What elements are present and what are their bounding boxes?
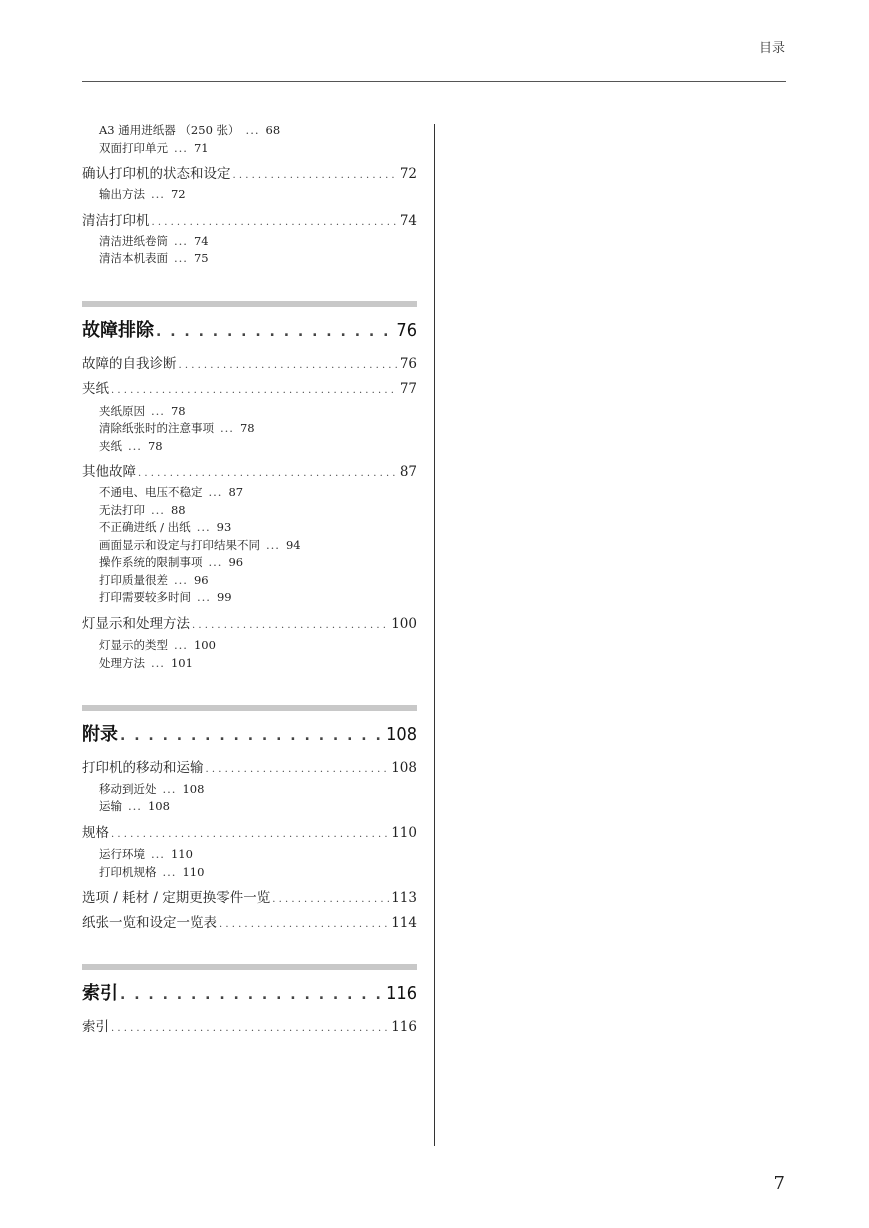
toc-subentry[interactable]: 无法打印 ... 88 xyxy=(99,503,186,517)
toc-entry-page: 113 xyxy=(391,890,417,906)
toc-subentry-page: 78 xyxy=(147,439,163,453)
toc-subentry-label: 不正确进纸 / 出纸 xyxy=(99,520,191,534)
toc-entry[interactable] xyxy=(82,1015,417,1035)
toc-section-heading[interactable] xyxy=(82,316,417,342)
toc-subentry[interactable]: 操作系统的限制事项 ... 96 xyxy=(99,555,244,569)
toc-entry[interactable] xyxy=(82,460,417,480)
toc-subentry-label: 移动到近处 xyxy=(99,782,157,796)
page-header-title: 目录 xyxy=(758,41,785,56)
toc-section-heading[interactable] xyxy=(82,979,417,1005)
toc-subentry-label: 灯显示的类型 xyxy=(99,638,168,652)
toc-subentry-page: 78 xyxy=(239,421,255,435)
toc-subentry-label: 清洁进纸卷筒 xyxy=(99,234,168,248)
toc-subentry[interactable]: 打印需要较多时间 ... 99 xyxy=(99,590,232,604)
toc-entry[interactable] xyxy=(82,821,417,841)
toc-subentry[interactable]: 双面打印单元 ... 71 xyxy=(99,141,209,155)
toc-subentry-page: 100 xyxy=(193,638,216,652)
toc-entry-label: 其他故障 xyxy=(82,464,136,480)
toc-subentry-label: 运输 xyxy=(99,799,122,813)
toc-entry-page: 100 xyxy=(391,616,417,632)
toc-subentry-label: 打印质量很差 xyxy=(99,573,168,587)
toc-subentry-page: 87 xyxy=(228,485,244,499)
toc-entry-page: 74 xyxy=(399,213,417,229)
toc-entry[interactable] xyxy=(82,352,417,372)
toc-subentry-page: 96 xyxy=(193,573,209,587)
toc-section-page: 108 xyxy=(386,724,417,745)
toc-entry[interactable] xyxy=(82,911,417,931)
toc-subentry-label: 输出方法 xyxy=(99,187,145,201)
header-rule xyxy=(82,81,786,82)
toc-entry-label: 灯显示和处理方法 xyxy=(82,616,190,632)
toc-subentry-label: 无法打印 xyxy=(99,503,145,517)
toc-subentry-page: 99 xyxy=(216,590,232,604)
toc-subentry-label: 画面显示和设定与打印结果不同 xyxy=(99,538,260,552)
toc-subentry-page: 108 xyxy=(182,782,205,796)
toc-subentry[interactable]: 清洁进纸卷筒 ... 74 xyxy=(99,234,209,248)
toc-subentry[interactable]: 输出方法 ... 72 xyxy=(99,187,186,201)
toc-subentry[interactable]: 不通电、电压不稳定 ... 87 xyxy=(99,485,244,499)
toc-entry-page: 76 xyxy=(399,356,417,372)
toc-entry-label: 索引 xyxy=(82,1019,109,1035)
toc-entry-page: 72 xyxy=(399,166,417,182)
toc-subentry-label: A3 通用进纸器 （250 张） xyxy=(99,123,240,137)
toc-entry-page: 114 xyxy=(391,915,417,931)
toc-subentry-page: 88 xyxy=(170,503,186,517)
toc-section-label: 故障排除 xyxy=(82,320,154,341)
toc-subentry-page: 108 xyxy=(147,799,170,813)
toc-entry-label: 夹纸 xyxy=(82,381,109,397)
toc-entry-page: 116 xyxy=(391,1019,417,1035)
toc-entry-label: 打印机的移动和运输 xyxy=(82,760,204,776)
toc-subentry-page: 74 xyxy=(193,234,209,248)
toc-subentry[interactable]: 夹纸原因 ... 78 xyxy=(99,404,186,418)
toc-subentry-label: 处理方法 xyxy=(99,656,145,670)
toc-subentry-page: 96 xyxy=(228,555,244,569)
toc-subentry[interactable]: 夹纸 ... 78 xyxy=(99,439,163,453)
toc-subentry-label: 打印机规格 xyxy=(99,865,157,879)
toc-subentry[interactable]: 运行环境 ... 110 xyxy=(99,847,193,861)
toc-section-page: 76 xyxy=(396,320,417,341)
toc-subentry[interactable]: 画面显示和设定与打印结果不同 ... 94 xyxy=(99,538,301,552)
toc-subentry-label: 操作系统的限制事项 xyxy=(99,555,203,569)
toc-subentry-label: 运行环境 xyxy=(99,847,145,861)
toc-entry[interactable] xyxy=(82,756,417,776)
toc-entry-label: 清洁打印机 xyxy=(82,213,150,229)
section-bar xyxy=(82,705,417,711)
toc-subentry[interactable]: 灯显示的类型 ... 100 xyxy=(99,638,216,652)
toc-subentry-page: 71 xyxy=(193,141,209,155)
toc-subentry-page: 93 xyxy=(216,520,232,534)
toc-subentry[interactable]: 移动到近处 ... 108 xyxy=(99,782,205,796)
toc-subentry-label: 双面打印单元 xyxy=(99,141,168,155)
page-number: 7 xyxy=(773,1173,785,1194)
toc-section-heading[interactable] xyxy=(82,720,417,746)
toc-subentry-label: 夹纸 xyxy=(99,439,122,453)
toc-subentry-page: 75 xyxy=(193,251,209,265)
toc-section-label: 附录 xyxy=(82,724,118,745)
toc-entry-label: 纸张一览和设定一览表 xyxy=(82,915,217,931)
toc-entry[interactable] xyxy=(82,209,417,229)
toc-entry-page: 110 xyxy=(391,825,417,841)
toc-entry[interactable] xyxy=(82,886,417,906)
toc-subentry-page: 72 xyxy=(170,187,186,201)
toc-subentry[interactable]: 清洁本机表面 ... 75 xyxy=(99,251,209,265)
toc-subentry-page: 101 xyxy=(170,656,193,670)
toc-subentry-label: 夹纸原因 xyxy=(99,404,145,418)
toc-subentry[interactable]: 处理方法 ... 101 xyxy=(99,656,193,670)
toc-subentry[interactable]: 打印质量很差 ... 96 xyxy=(99,573,209,587)
toc-entry-page: 108 xyxy=(391,760,417,776)
section-bar xyxy=(82,964,417,970)
toc-entry[interactable] xyxy=(82,377,417,397)
toc-subentry-label: 清洁本机表面 xyxy=(99,251,168,265)
toc-subentry-page: 78 xyxy=(170,404,186,418)
toc-subentry-page: 94 xyxy=(285,538,301,552)
toc-subentry[interactable]: 不正确进纸 / 出纸 ... 93 xyxy=(99,520,232,534)
toc-entry[interactable] xyxy=(82,612,417,632)
column-divider xyxy=(434,124,435,1146)
toc-subentry[interactable]: 打印机规格 ... 110 xyxy=(99,865,205,879)
toc-entry-page: 87 xyxy=(399,464,417,480)
toc-section-page: 116 xyxy=(386,983,417,1004)
toc-entry-label: 规格 xyxy=(82,825,109,841)
toc-entry-label: 确认打印机的状态和设定 xyxy=(82,166,231,182)
toc-entry[interactable] xyxy=(82,162,417,182)
toc-subentry[interactable]: 运输 ... 108 xyxy=(99,799,170,813)
toc-subentry-label: 清除纸张时的注意事项 xyxy=(99,421,214,435)
toc-subentry-page: 68 xyxy=(265,123,281,137)
toc-subentry-label: 打印需要较多时间 xyxy=(99,590,191,604)
toc-subentry-label: 不通电、电压不稳定 xyxy=(99,485,203,499)
toc-subentry-page: 110 xyxy=(182,865,205,879)
section-bar xyxy=(82,301,417,307)
toc-subentry[interactable]: 清除纸张时的注意事项 ... 78 xyxy=(99,421,255,435)
toc-entry-label: 选项 / 耗材 / 定期更换零件一览 xyxy=(82,890,271,906)
toc-section-label: 索引 xyxy=(82,983,118,1004)
toc-entry-page: 77 xyxy=(399,381,417,397)
toc-subentry[interactable]: A3 通用进纸器 （250 张） ... 68 xyxy=(99,123,281,137)
toc-entry-label: 故障的自我诊断 xyxy=(82,356,177,372)
toc-subentry-page: 110 xyxy=(170,847,193,861)
